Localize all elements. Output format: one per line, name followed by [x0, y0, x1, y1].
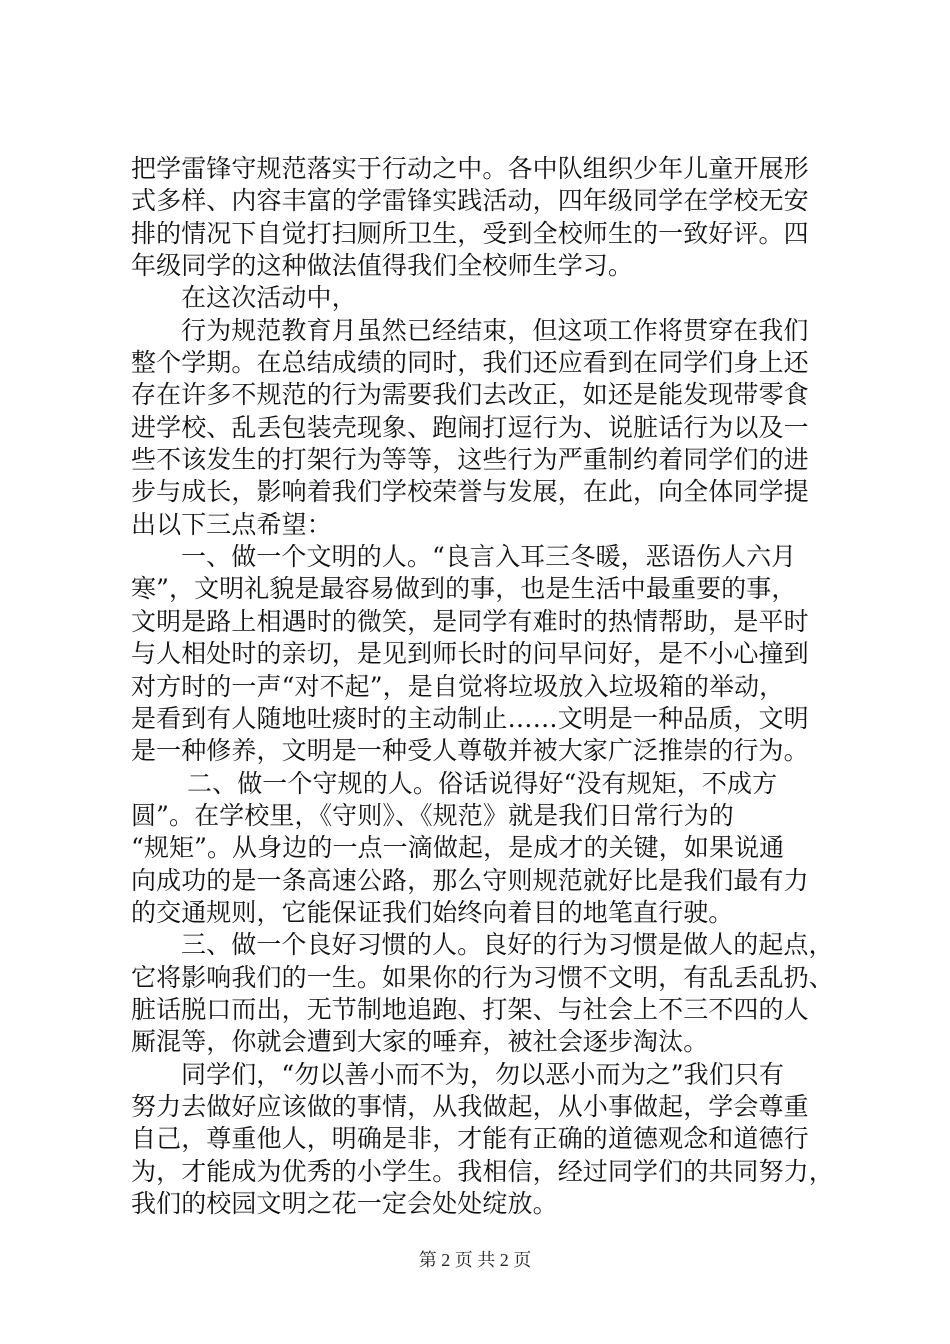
text-line: 在这次活动中， [181, 283, 357, 313]
text-line: 整个学期。在总结成绩的同时，我们还应看到在同学们身上还 [131, 348, 809, 378]
text-line: 三、做一个良好习惯的人。良好的行为习惯是做人的起点， [181, 930, 834, 960]
text-line: 存在许多不规范的行为需要我们去改正，如还是能发现带零食 [131, 380, 809, 410]
text-line: 圆”。在学校里，《守则》、《规范》就是我们日常行为的 [131, 800, 734, 830]
text-line: 对方时的一声“对不起”，是自觉将垃圾放入垃圾箱的举动， [131, 671, 785, 701]
text-line: 把学雷锋守规范落实于行动之中。各中队组织少年儿童开展形 [131, 154, 809, 183]
text-line: 脏话脱口而出，无节制地追跑、打架、与社会上不三不四的人 [131, 994, 809, 1024]
text-line: 些不该发生的打架行为等等，这些行为严重制约着同学们的进 [131, 445, 809, 475]
text-line: 我们的校园文明之花一定会处处绽放。 [131, 1189, 558, 1218]
text-line: 努力去做好应该做的事情，从我做起，从小事做起，学会尊重 [131, 1091, 809, 1121]
text-line: 式多样、内容丰富的学雷锋实践活动，四年级同学在学校无安 [131, 186, 809, 216]
document-body [131, 153, 834, 1220]
text-line: 的交通规则，它能保证我们始终向着目的地笔直行驶。 [131, 897, 734, 927]
text-line: 是一种修养，文明是一种受人尊敬并被大家广泛推崇的行为。 [131, 736, 809, 766]
text-line: 二、做一个守规的人。俗话说得好“没有规矩，不成方 [187, 768, 778, 798]
text-line: 同学们，“勿以善小而不为，勿以恶小而为之”我们只有 [181, 1059, 785, 1089]
text-line: 它将影响我们的一生。如果你的行为习惯不文明，有乱丢乱扔、 [131, 962, 834, 992]
text-line: 寒”，文明礼貌是最容易做到的事，也是生活中最重要的事， [131, 574, 797, 604]
text-line: 与人相处时的亲切，是见到师长时的问早问好，是不小心撞到 [131, 639, 809, 669]
text-line: 行为规范教育月虽然已经结束，但这项工作将贯穿在我们 [181, 315, 809, 345]
text-line: 出以下三点希望： [131, 509, 332, 539]
text-line: 文明是路上相遇时的微笑，是同学有难时的热情帮助，是平时 [131, 606, 809, 636]
text-line: “规矩”。从身边的一点一滴做起，是成才的关键，如果说通 [131, 833, 785, 863]
text-line: 年级同学的这种做法值得我们全校师生学习。 [131, 251, 634, 281]
page-number-footer: 第 2 页 共 2 页 [418, 1250, 532, 1270]
text-line: 进学校、乱丢包装壳现象、跑闹打逗行为、说脏话行为以及一 [131, 412, 809, 442]
text-line: 步与成长，影响着我们学校荣誉与发展，在此，向全体同学提 [131, 477, 809, 507]
text-line: 排的情况下自觉打扫厕所卫生，受到全校师生的一致好评。四 [131, 218, 809, 248]
text-line: 向成功的是一条高速公路，那么守则规范就好比是我们最有力 [131, 865, 809, 895]
text-line: 厮混等，你就会遭到大家的唾弃，被社会逐步淘汰。 [131, 1027, 709, 1057]
text-line: 为，才能成为优秀的小学生。我相信，经过同学们的共同努力， [131, 1156, 834, 1186]
text-line: 自己，尊重他人，明确是非，才能有正确的道德观念和道德行 [131, 1124, 809, 1154]
text-line: 一、做一个文明的人。“良言入耳三冬暖，恶语伤人六月 [181, 542, 797, 572]
text-line: 是看到有人随地吐痰时的主动制止……文明是一种品质，文明 [131, 703, 809, 733]
